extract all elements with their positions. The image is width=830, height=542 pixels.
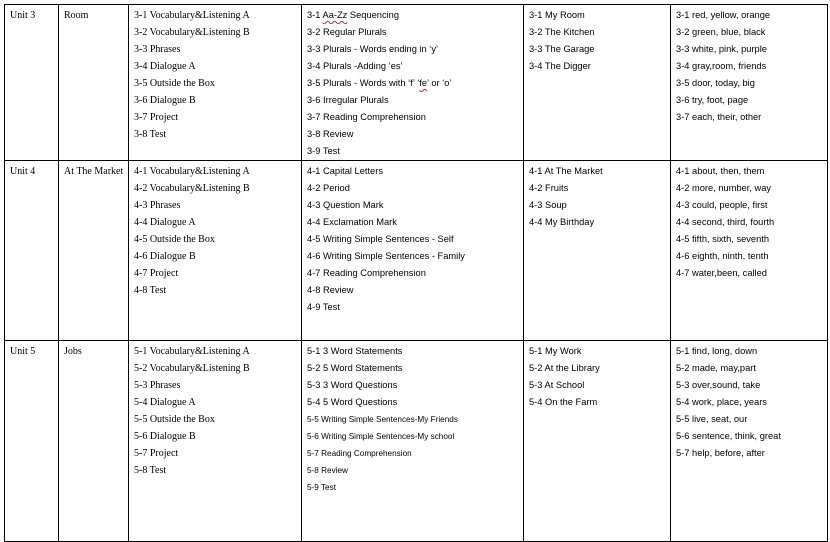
topic-label: At The Market (64, 166, 123, 177)
sight-words-cell (671, 161, 828, 341)
writing-item: 5-8 Review (307, 466, 348, 475)
sight-words-item: 3-5 door, today, big (676, 78, 755, 88)
writing-item: 4-9 Test (307, 302, 340, 312)
table-row (5, 5, 828, 161)
writing-item: 3-8 Review (307, 129, 354, 139)
lesson-item: 4-6 Dialogue B (134, 251, 196, 262)
writing-item: 5-4 5 Word Questions (307, 397, 398, 407)
reading-item: 3-4 The Digger (529, 61, 591, 71)
lesson-item: 4-4 Dialogue A (134, 217, 196, 228)
reading-cell (524, 161, 671, 341)
lesson-item: 5-3 Phrases (134, 380, 181, 391)
lesson-item: 4-8 Test (134, 285, 167, 296)
lesson-item: 3-5 Outside the Box (134, 78, 215, 89)
lesson-item: 4-2 Vocabulary&Listening B (134, 183, 250, 194)
writing-item: 5-1 3 Word Statements (307, 346, 403, 356)
writing-item: 4-5 Writing Simple Sentences - Self (307, 234, 454, 244)
writing-item: 5-3 3 Word Questions (307, 380, 398, 390)
sight-words-item: 4-5 fifth, sixth, seventh (676, 234, 770, 244)
reading-item: 3-1 My Room (529, 10, 585, 20)
reading-item: 3-3 The Garage (529, 44, 595, 54)
spellcheck-word: fe (419, 78, 428, 88)
reading-item: 4-4 My Birthday (529, 217, 595, 227)
writing-item: 3-9 Test (307, 146, 340, 156)
lessons-cell (129, 161, 302, 341)
sight-words-item: 3-3 white, pink, purple (676, 44, 767, 54)
topic-label: Room (64, 10, 89, 21)
reading-item: 4-3 Soup (529, 200, 567, 210)
sight-words-item: 5-2 made, may,part (676, 363, 756, 373)
sight-words-item: 4-4 second, third, fourth (676, 217, 775, 227)
lesson-item: 4-7 Project (134, 268, 179, 279)
sight-words-item: 5-6 sentence, think, great (676, 431, 781, 441)
sight-words-item: 4-1 about, then, them (676, 166, 765, 176)
writing-item: 3-6 Irregular Plurals (307, 95, 389, 105)
topic-cell (59, 5, 129, 161)
lesson-item: 4-1 Vocabulary&Listening A (134, 166, 250, 177)
writing-item: 3-4 Plurals -Adding ‘es’ (307, 61, 403, 71)
lesson-item: 5-5 Outside the Box (134, 414, 215, 425)
table-row (5, 161, 828, 341)
writing-item-prefix: 3-5 Plurals - Words with ‘f’ ‘ (307, 78, 420, 88)
lesson-item: 5-4 Dialogue A (134, 397, 196, 408)
writing-item-suffix: Sequencing (347, 10, 400, 20)
writing-item: 4-1 Capital Letters (307, 166, 383, 176)
writing-item: 5-5 Writing Simple Sentences-My Friends (307, 415, 458, 424)
lesson-item: 5-8 Test (134, 465, 167, 476)
reading-item: 4-2 Fruits (529, 183, 569, 193)
sight-words-cell (671, 341, 828, 542)
curriculum-table (4, 4, 828, 542)
reading-item: 5-4 On the Farm (529, 397, 598, 407)
reading-cell (524, 341, 671, 542)
sight-words-item: 5-7 help, before, after (676, 448, 765, 458)
unit-label: Unit 4 (10, 166, 36, 177)
writing-item: 4-8 Review (307, 285, 354, 295)
lessons-cell (129, 341, 302, 542)
lesson-item: 3-7 Project (134, 112, 179, 123)
topic-label: Jobs (64, 346, 82, 357)
writing-item: 5-2 5 Word Statements (307, 363, 403, 373)
sight-words-item: 3-6 try, foot, page (676, 95, 749, 105)
reading-cell (524, 5, 671, 161)
unit-cell (5, 341, 59, 542)
sight-words-item: 5-1 find, long, down (676, 346, 758, 356)
sight-words-item: 3-2 green, blue, black (676, 27, 766, 37)
spellcheck-word: Aa-Zz (322, 10, 348, 20)
writing-item (307, 7, 518, 24)
reading-item: 3-2 The Kitchen (529, 27, 595, 37)
writing-item: 4-4 Exclamation Mark (307, 217, 397, 227)
writing-item: 5-6 Writing Simple Sentences-My school (307, 432, 455, 441)
lesson-item: 3-3 Phrases (134, 44, 181, 55)
sight-words-item: 5-5 live, seat, our (676, 414, 748, 424)
sight-words-item: 4-2 more, number, way (676, 183, 772, 193)
reading-item: 5-2 At the Library (529, 363, 600, 373)
lesson-item: 3-1 Vocabulary&Listening A (134, 10, 250, 21)
writing-item: 4-6 Writing Simple Sentences - Family (307, 251, 465, 261)
topic-cell (59, 161, 129, 341)
writing-item: 5-7 Reading Comprehension (307, 449, 412, 458)
topic-cell (59, 341, 129, 542)
lesson-item: 3-6 Dialogue B (134, 95, 196, 106)
writing-item: 5-9 Test (307, 483, 336, 492)
sight-words-item: 5-4 work, place, years (676, 397, 767, 407)
lesson-item: 3-8 Test (134, 129, 167, 140)
writing-item: 4-3 Question Mark (307, 200, 384, 210)
sight-words-item: 4-6 eighth, ninth, tenth (676, 251, 769, 261)
unit-cell (5, 161, 59, 341)
table-row (5, 341, 828, 542)
sight-words-item: 3-7 each, their, other (676, 112, 762, 122)
writing-item: 3-7 Reading Comprehension (307, 112, 426, 122)
lesson-item: 3-2 Vocabulary&Listening B (134, 27, 250, 38)
writing-cell (302, 341, 524, 542)
lesson-item: 4-5 Outside the Box (134, 234, 215, 245)
lesson-item: 5-6 Dialogue B (134, 431, 196, 442)
sight-words-item: 3-4 gray,room, friends (676, 61, 767, 71)
writing-item: 3-3 Plurals - Words ending in ‘y’ (307, 44, 439, 54)
writing-item (307, 75, 518, 92)
lesson-item: 5-7 Project (134, 448, 179, 459)
sight-words-item: 4-7 water,been, called (676, 268, 767, 278)
reading-item: 5-1 My Work (529, 346, 582, 356)
unit-label: Unit 5 (10, 346, 36, 357)
writing-item: 3-2 Regular Plurals (307, 27, 387, 37)
sight-words-item: 3-1 red, yellow, orange (676, 10, 771, 20)
sight-words-item: 4-3 could, people, first (676, 200, 768, 210)
writing-cell (302, 161, 524, 341)
sight-words-item: 5-3 over,sound, take (676, 380, 761, 390)
lessons-cell (129, 5, 302, 161)
unit-label: Unit 3 (10, 10, 36, 21)
writing-item: 4-7 Reading Comprehension (307, 268, 426, 278)
writing-item: 4-2 Period (307, 183, 350, 193)
reading-item: 5-3 At School (529, 380, 585, 390)
lesson-item: 5-2 Vocabulary&Listening B (134, 363, 250, 374)
sight-words-cell (671, 5, 828, 161)
lesson-item: 4-3 Phrases (134, 200, 181, 211)
writing-item-suffix: ’ or ‘o’ (427, 78, 452, 88)
unit-cell (5, 5, 59, 161)
writing-item-prefix: 3-1 (307, 10, 323, 20)
lesson-item: 3-4 Dialogue A (134, 61, 196, 72)
lesson-item: 5-1 Vocabulary&Listening A (134, 346, 250, 357)
writing-cell (302, 5, 524, 161)
reading-item: 4-1 At The Market (529, 166, 603, 176)
